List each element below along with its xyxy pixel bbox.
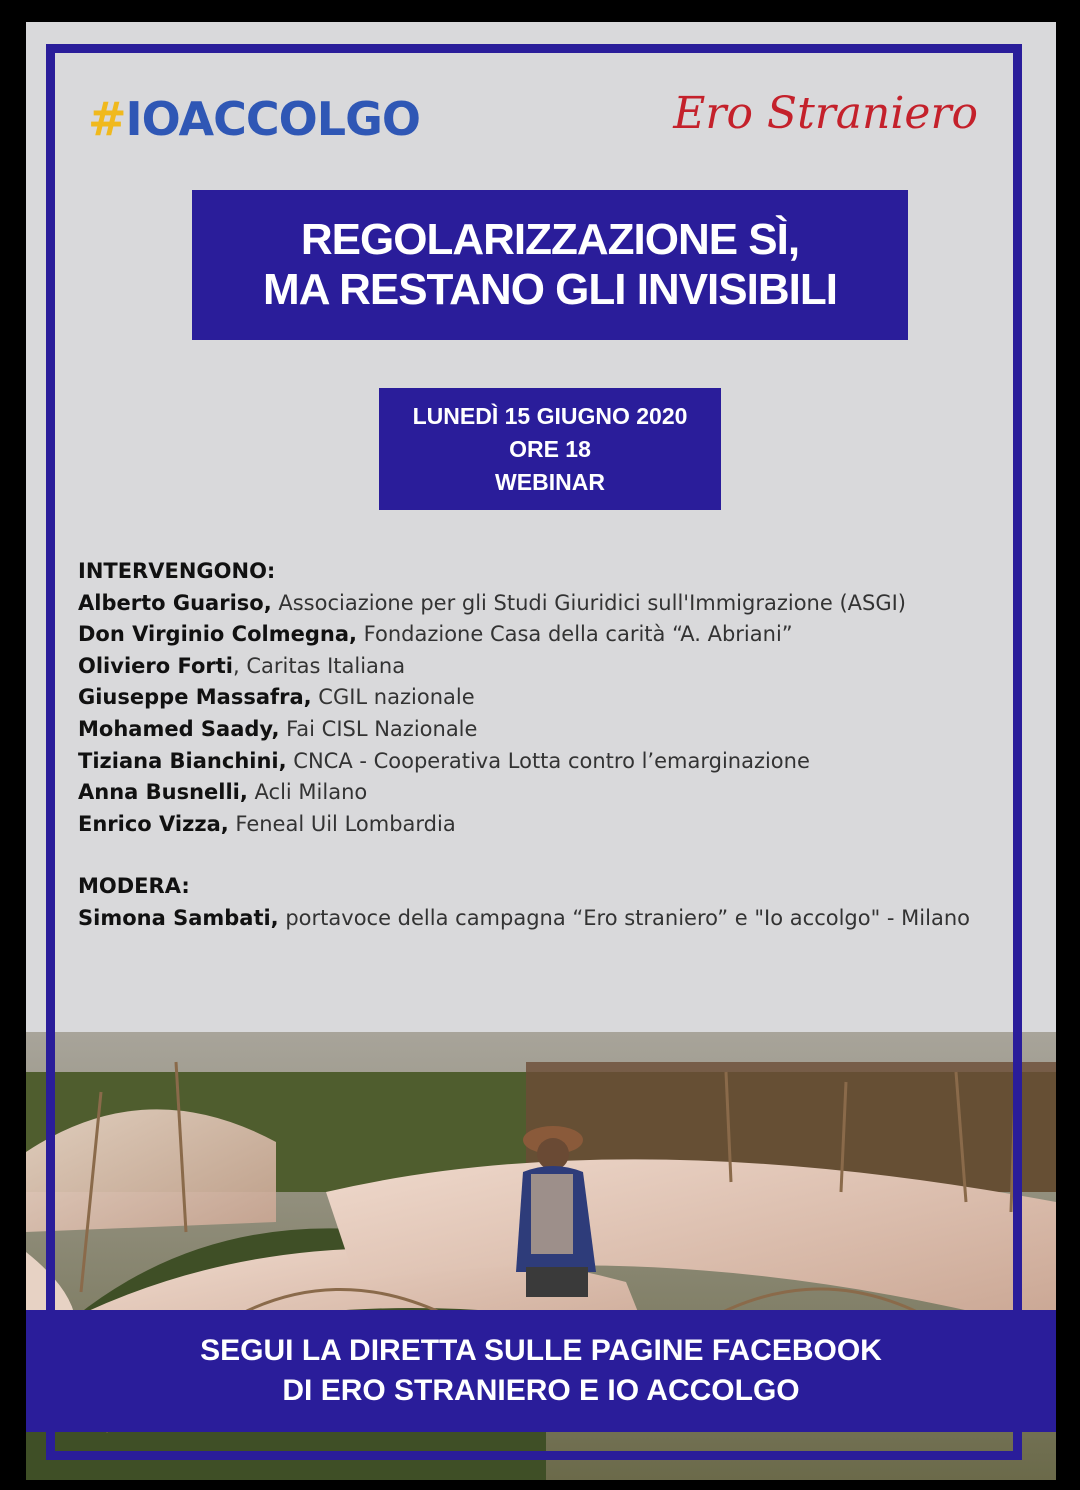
speaker-row xyxy=(78,714,1028,746)
speaker-row xyxy=(78,809,1028,841)
event-details xyxy=(379,388,721,510)
ioaccolgo-logo xyxy=(88,92,420,146)
speaker-affiliation: Fondazione Casa della carità “A. Abriani” xyxy=(356,622,793,647)
speaker-row xyxy=(78,746,1028,778)
speaker-row xyxy=(78,682,1028,714)
ero-straniero-logo: Ero Straniero xyxy=(673,88,978,139)
banner-line-1: SEGUI LA DIRETTA SULLE PAGINE FACEBOOK xyxy=(200,1334,882,1367)
moderator-affiliation: portavoce della campagna “Ero straniero” e "Io accolgo" - Milano xyxy=(278,905,971,930)
speaker-name: Enrico Vizza, xyxy=(78,811,229,836)
spacer xyxy=(78,840,1028,871)
speaker-row xyxy=(78,619,1028,651)
event-format: WEBINAR xyxy=(495,468,605,495)
speakers-heading: INTERVENGONO: xyxy=(78,559,276,583)
banner-line-2: DI ERO STRANIERO E IO ACCOLGO xyxy=(282,1374,800,1407)
speaker-name: Mohamed Saady, xyxy=(78,716,280,741)
speaker-name: Anna Busnelli, xyxy=(78,780,248,805)
speaker-affiliation: Acli Milano xyxy=(247,780,368,805)
logo-hash: # xyxy=(88,92,126,146)
speaker-name: Oliviero Forti xyxy=(78,653,233,678)
moderator-heading: MODERA: xyxy=(78,874,190,899)
logo-text: IOACCOLGO xyxy=(125,92,420,146)
title-line-1: REGOLARIZZAZIONE SÌ, xyxy=(300,215,800,264)
speaker-name: Giuseppe Massafra, xyxy=(78,685,312,710)
speaker-row xyxy=(78,588,1028,620)
moderator-row xyxy=(78,903,1028,935)
event-date: LUNEDÌ 15 GIUGNO 2020 xyxy=(412,402,688,429)
speaker-affiliation: Feneal Uil Lombardia xyxy=(228,811,456,836)
event-title xyxy=(192,190,908,340)
speaker-name: Don Virginio Colmegna, xyxy=(78,622,357,647)
speaker-name: Tiziana Bianchini, xyxy=(78,748,287,773)
speakers-section xyxy=(78,556,1028,935)
speaker-name: Alberto Guariso, xyxy=(78,590,272,615)
speaker-affiliation: , Caritas Italiana xyxy=(233,653,406,678)
speaker-row xyxy=(78,651,1028,683)
speaker-affiliation: Associazione per gli Studi Giuridici sull'Immigrazione (ASGI) xyxy=(271,590,906,615)
speaker-row xyxy=(78,777,1028,809)
speaker-affiliation: CNCA - Cooperativa Lotta contro l’emarginazione xyxy=(286,748,810,773)
live-stream-banner xyxy=(26,1310,1056,1432)
moderator-name: Simona Sambati, xyxy=(78,905,279,930)
title-line-2: MA RESTANO GLI INVISIBILI xyxy=(263,265,837,314)
event-poster xyxy=(26,22,1056,1480)
event-time: ORE 18 xyxy=(509,435,591,462)
speaker-affiliation: Fai CISL Nazionale xyxy=(279,716,478,741)
speaker-affiliation: CGIL nazionale xyxy=(311,685,475,710)
